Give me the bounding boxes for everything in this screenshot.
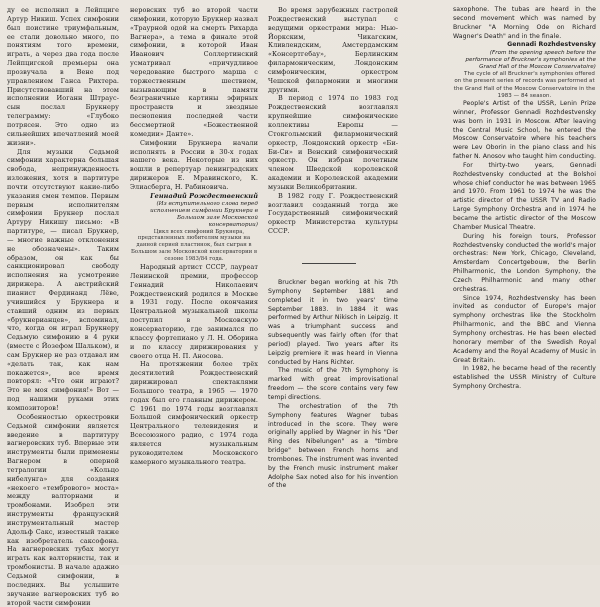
author-signature: Геннадий Рождественский — [150, 191, 258, 200]
paragraph: Особенностью оркестровки Седьмой симфонии является введение в партитуру вагнеровских туб. Впервые эти инструменты были применены Вагнером в оперной тетралогии «Кольцо нибелунга» для создания «некоего «тембрового» моста» между валторнами и тромбонами. Изобрел эти инструменты французский инструментальный мастер Адольф Сакс, известный также как изобретатель саксофона. На вагнеровских тубах могут играть как валторнисты, так и тромбонисты. В начале адажио Седьмой симфонии, в последних. Вы услышите звучание вагнеровских туб во второй части симфонии — [7, 412, 119, 607]
paragraph: Bruckner began working at his 7th Symphony September 1881 and completed it in two years' time September 1883. In 1884 it was performed by Arthur Nikisch in Leipzig. It was a triumphant success and subsequently was fairly often (for that period) played. Two years after its Leipzig premiere it was heard in Vienna conducted by Hans Richter. — [268, 279, 398, 366]
paragraph: saxophone. The tubas are heard in the second movement which was named by Bruckner "A Morning Ode on Richard Wagner's Death" and in the finale. — [453, 6, 596, 40]
paragraph: The music of the 7th Symphony is marked with great improvisational freedom — the score contains very few tempi directions. — [268, 367, 398, 401]
paragraph: ду ее исполнил в Лейпциге Артур Никиш. Успех симфонии был поистине триумфальным, ее стали довольно много, по понятиям того времени, играть, а через два года после Лейпцигской премьеры она прозвучала в Вене под управлением Ганса Рихтера. Присутствовавший на этом исполнении Иоганн Штраус-сын послал Брукнеру телеграмму: «Глубоко потрясен. Это одно из сильнейших впечатлений моей жизни». — [7, 6, 119, 147]
bio-paragraph: В период с 1974 по 1983 год Рождественский возглавлял крупнейшие симфонические коллективы Европы — Стокгольмский филармонический оркестр, Лондонский оркестр «Би-Би-Си» и Венский симфонический оркестр. Он избран почетным членом Шведской королевской академии и Королевской академии музыки Великобритании. — [268, 94, 398, 191]
paragraph: The orchestration of the 7th Symphony features Wagner tubas introduced in the score. They were originally applied by Wagner in his "Der Ring des Nibelungen" as a "timbre bridge" between French horns and trombones. The instrument was invented by the French music instrument maker Adolphe Sax noted also for his invention of the — [268, 402, 398, 490]
bio-paragraph: Народный артист СССР, лауреат Ленинской премии, профессор Геннадий Николаевич Рождественский родился в Москве в 1931 году. После окончания Центральной музыкальной школы поступил в Московскую консерваторию, где занимался по классу фортепиано у Л. Н. Оборина и по классу дирижирования у своего отца Н. П. Аносова. — [130, 263, 258, 360]
paragraph: Симфонии Брукнера начали исполнять в России в 30-х годах нашего века. Некоторые из них вошли в репертуар ленинградских дирижеров Е. Мравинского, К. Элиасберга, Н. Рабиновича. — [130, 138, 258, 191]
paragraph: неровских туб во второй части симфонии, которую Брукнер назвал «Траурной одой на смерть Рихарда Вагнера», а тема в финале этой симфонии, в которой Иван Иванович Соллертинский усматривал «причудливое чередование быстрого марша с торжественным шествием, вызывающим в памяти безграничные картины эфирных пространств и звездные песнопения последней части бессмертной «Божественной комедии» Данте». — [130, 6, 258, 138]
bio-paragraph: Since 1974, Rozhdestvensky has been invited as conductor of Europe's major symphony orchestras like the Stockholm Philharmonic, and the BBC and Vienna Symphony orchestras. He has been elected honorary member of the Swedish Royal Academy and the Royal Academy of Music in Great Britain. — [453, 294, 596, 364]
bio-paragraph: For thirty-two years, Gennadi Rozhdestvensky conducted at the Bolshoi whose chief conductor he was between 1965 and 1970. From 1961 to 1974 he was the artistic director of the USSR TV and Radio Large Symphony Orchestra and in 1974 he became the artistic director of the Moscow Chamber Musical Theatre. — [453, 161, 596, 231]
russian-text-column-2 — [130, 6, 258, 561]
bio-paragraph: People's Artist of the USSR, Lenin Prize winner, Professor Gennadi Rozhdestvensky was born in 1931 in Moscow. After leaving the Central Music School, he entered the Moscow Conservatoire where his teachers were Lev Oborin in the piano class and his father N. Anosov who taught him conducting. — [453, 100, 596, 161]
bio-paragraph: During his foreign tours, Professor Rozhdestvensky conducted the world's major orchestras: New York, Chicago, Cleveland, Amsterdam Concertgebouw, the Berlin Philharmonic, the London Symphony, the Czech Philharmonic and many other orchestras. — [453, 232, 596, 293]
bio-paragraph: Во время зарубежных гастролей Рождественский выступал с ведущими оркестрами мира: Нью-Йоркским, Чикагским, Кливлендским, Амстердамским «Консертгебау», Берлинским филармоническим, Лондонским симфоническим, оркестром Чешской филармонии и многими другими. — [268, 6, 398, 94]
signature-note: (Из вступительного слова перед исполнением симфонии Брукнера в Большом зале Московской консерватории) — [150, 200, 258, 228]
cycle-caption: Цикл всех симфоний Брукнера, представленных любителям музыки на данной серией пластинок, был сыгран в Большом зале Московской консерватории в сезоне 1983/84 года. — [130, 228, 258, 263]
paragraph: Для музыки Седьмой симфонии характерна большая свобода, непринужденность изложения, хотя в партитуре почти отсутствуют какие-либо указания смен темпов. Первым первым исполнителям симфонии Брукнер послал Артуру Никишу письмо: «В партитуре, — писал Брукнер, — многие важные отклонения не обозначены». Таким образом, он как бы санкционировал свободу исполнения на усмотрение дирижера. А австрийский пианист Фердинанд Лёве, учившийся у Брукнера и ставший одним из первых «брукнерианцев», вспоминал, что, когда он играл Брукнеру Седьмую симфонию в 4 руки (вместе с Йозефом Шальком), и сам Брукнер не раз отдавал им «делать так, как нам покажется», все время повторял: «Что они играют? Это не моя симфония!» Вот — под нашими руками этих композиторов! — [7, 147, 119, 412]
author-signature: Gennadi Rozhdestvensky — [507, 41, 596, 49]
cycle-caption: The cycle of all Bruckner's symphonies offered on the present series of records was performed at the Grand Hall of the Moscow Conservatoire in the 1983 — 84 season. — [453, 71, 596, 99]
bio-paragraph: В 1982 году Г. Рождественский возглавил созданный тогда же Государственный симфонический оркестр Министерства культуры СССР. — [268, 191, 398, 236]
bio-paragraph: In 1982, he became head of the recently established the USSR Ministry of Culture Symphony Orchestra. — [453, 365, 596, 391]
english-text-column-1 — [268, 279, 398, 559]
bio-paragraph: На протяжении более трёх десятилетий Рождественский дирижировал спектаклями Большого театра, в 1965 — 1970 годах был его главным дирижером. С 1961 по 1974 годы возглавлял Большой симфонический оркестр Центрального телевидения и Всесоюзного радио, с 1974 года является музыкальным руководителем Московского камерного музыкального театра. — [130, 360, 258, 466]
russian-text-column-1 — [7, 6, 119, 607]
section-divider — [302, 263, 356, 264]
english-text-column-2 — [453, 6, 596, 561]
russian-text-column-3 — [268, 6, 398, 262]
signature-note: (From the opening speech before the performance of Bruckner's symphonies at the Grand Hall of the Moscow Conservatoire) — [465, 50, 596, 71]
